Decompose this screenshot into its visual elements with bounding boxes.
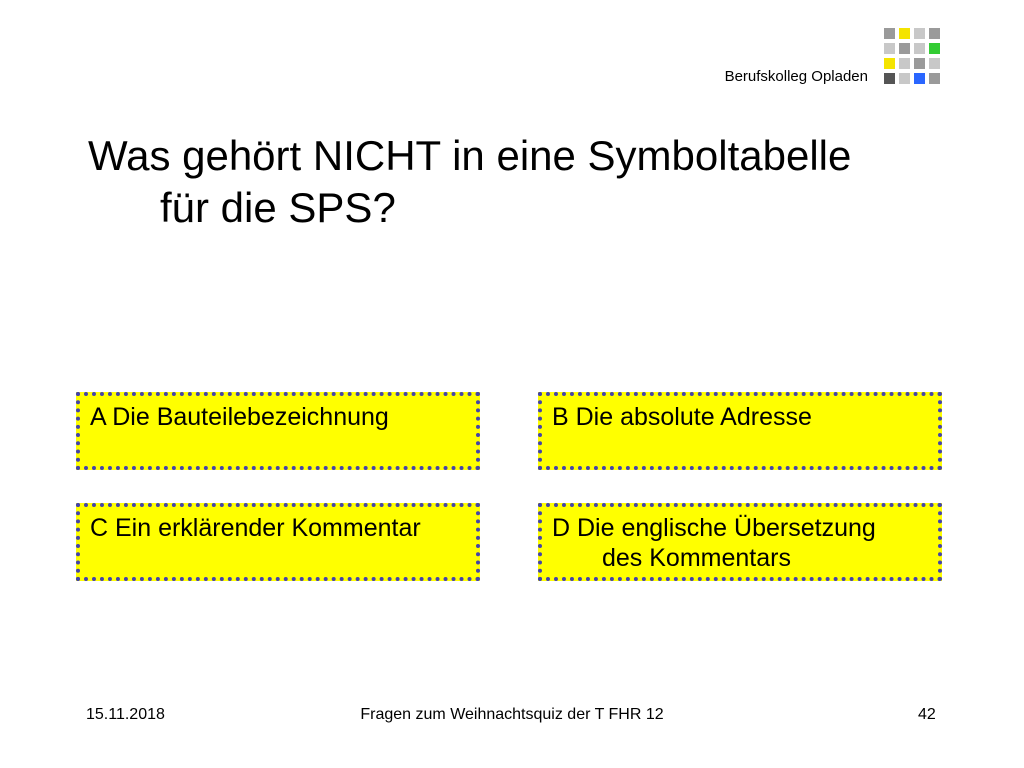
question-line-2: für die SPS? bbox=[160, 184, 396, 231]
answer-c-label: C Ein erklärender Kommentar bbox=[90, 514, 421, 542]
page-number: 42 bbox=[918, 706, 936, 723]
answer-b-label: B Die absolute Adresse bbox=[552, 403, 812, 431]
answer-b-button[interactable] bbox=[538, 392, 942, 470]
footer-date: 15.11.2018 bbox=[86, 706, 165, 723]
question-title bbox=[88, 130, 851, 234]
answer-c-button[interactable] bbox=[76, 503, 480, 581]
answer-d-label: D Die englische Übersetzung bbox=[552, 514, 876, 542]
footer-title: Fragen zum Weihnachtsquiz der T FHR 12 bbox=[360, 706, 664, 723]
answer-d-label-cont: des Kommentars bbox=[602, 544, 791, 572]
grid-logo-icon bbox=[884, 28, 940, 84]
answer-d-button[interactable] bbox=[538, 503, 942, 581]
question-line-1: Was gehört NICHT in eine Symboltabelle bbox=[88, 132, 852, 179]
answer-a-button[interactable] bbox=[76, 392, 480, 470]
answer-a-label: A Die Bauteilebezeichnung bbox=[90, 403, 389, 431]
org-name: Berufskolleg Opladen bbox=[724, 68, 868, 85]
